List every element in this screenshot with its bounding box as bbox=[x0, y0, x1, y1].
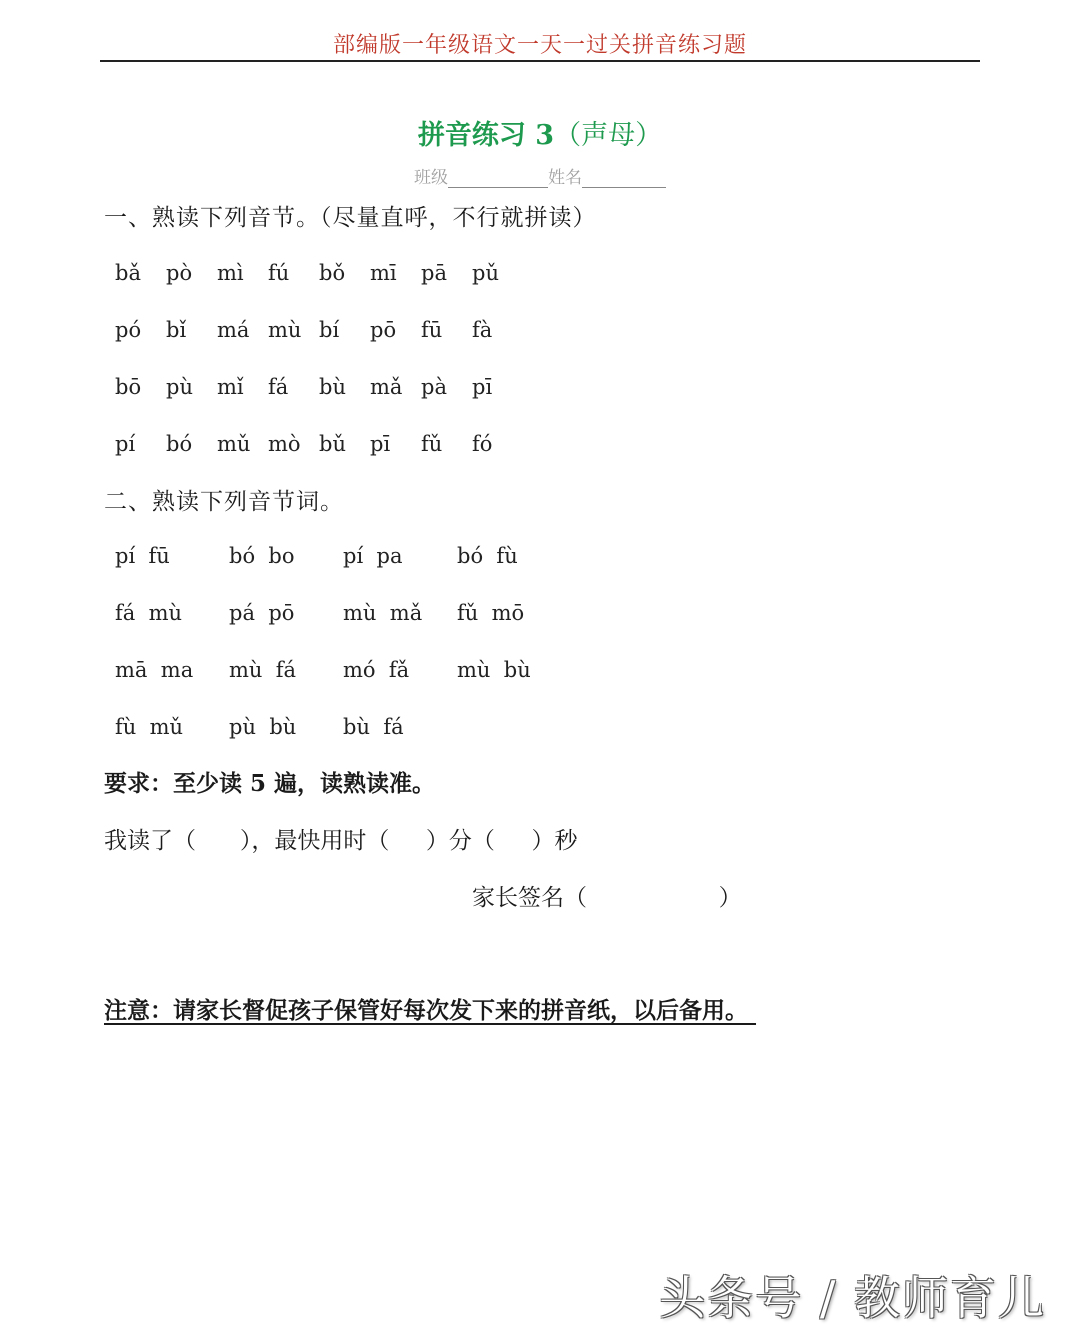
syllable-word: fǔ mō bbox=[457, 601, 525, 625]
note-text: 注意：请家长督促孩子保管好每次发下来的拼音纸，以后备用。 bbox=[104, 997, 757, 1024]
syllable: bǒ bbox=[319, 261, 346, 285]
syllable-word: mù bù bbox=[457, 658, 531, 682]
class-label: 班级 bbox=[414, 168, 448, 188]
syllable: fá bbox=[268, 375, 289, 399]
syllable: bù bbox=[319, 375, 346, 399]
syllable: fà bbox=[472, 318, 493, 342]
reading-record-line: 我读了（ ），最快用时（ ）分（ ）秒 bbox=[104, 828, 578, 854]
syllable-word: mā ma bbox=[115, 658, 194, 682]
syllable-word: bó fù bbox=[457, 544, 518, 568]
title-subtitle: （声母） bbox=[554, 120, 663, 151]
syllable: pō bbox=[370, 318, 397, 342]
syllable: pā bbox=[421, 261, 447, 285]
syllable-word: fá mù bbox=[115, 601, 183, 625]
syllable: pǔ bbox=[472, 261, 499, 285]
syllable: pó bbox=[115, 318, 142, 342]
worksheet-title bbox=[0, 113, 1080, 152]
syllable: bǔ bbox=[319, 432, 346, 456]
syllable: mǐ bbox=[217, 375, 244, 399]
syllable: pī bbox=[472, 375, 493, 399]
watermark: 头条号 / 教师育儿 bbox=[659, 1271, 1046, 1325]
syllable: má bbox=[217, 318, 250, 342]
syllable-word: bù fá bbox=[343, 715, 404, 739]
title-main: 拼音练习 3 bbox=[417, 120, 555, 151]
syllable: bí bbox=[319, 318, 340, 342]
syllable: fǔ bbox=[421, 432, 443, 456]
syllable-word: fù mǔ bbox=[115, 715, 184, 739]
syllable-word: pù bù bbox=[229, 715, 297, 739]
parent-signature-line: 家长签名（ ） bbox=[472, 885, 742, 911]
syllable-word: mù mǎ bbox=[343, 601, 423, 625]
syllable: pò bbox=[166, 261, 193, 285]
requirement-text: 要求：至少读 5 遍，读熟读准。 bbox=[104, 770, 436, 797]
syllable-word: mó fǎ bbox=[343, 658, 410, 682]
syllable: bō bbox=[115, 375, 142, 399]
syllable: pī bbox=[370, 432, 391, 456]
name-blank bbox=[582, 169, 666, 188]
syllable: bǎ bbox=[115, 261, 141, 285]
syllable-word: pí pa bbox=[343, 544, 403, 568]
syllable: mù bbox=[268, 318, 302, 342]
syllable: fú bbox=[268, 261, 290, 285]
syllable-word: pá pō bbox=[229, 601, 295, 625]
class-blank bbox=[448, 169, 548, 188]
header-divider bbox=[100, 60, 980, 62]
syllable: pù bbox=[166, 375, 193, 399]
syllable: mì bbox=[217, 261, 244, 285]
syllable: mī bbox=[370, 261, 397, 285]
class-name-line bbox=[0, 163, 1080, 188]
section1-heading: 一、熟读下列音节。（尽量直呼，不行就拼读） bbox=[104, 205, 597, 231]
syllable-word: pí fū bbox=[115, 544, 170, 568]
name-label: 姓名 bbox=[548, 168, 582, 188]
syllable-word: bó bo bbox=[229, 544, 295, 568]
section2-heading: 二、熟读下列音节词。 bbox=[104, 489, 344, 515]
syllable: bó bbox=[166, 432, 193, 456]
syllable: mò bbox=[268, 432, 301, 456]
syllable: fó bbox=[472, 432, 493, 456]
syllable-word: mù fá bbox=[229, 658, 297, 682]
syllable: mǔ bbox=[217, 432, 251, 456]
syllable: pí bbox=[115, 432, 136, 456]
page-header: 部编版一年级语文一天一过关拼音练习题 bbox=[332, 33, 747, 58]
syllable: pà bbox=[421, 375, 447, 399]
syllable: bǐ bbox=[166, 318, 187, 342]
syllable: fū bbox=[421, 318, 443, 342]
syllable: mǎ bbox=[370, 375, 403, 399]
